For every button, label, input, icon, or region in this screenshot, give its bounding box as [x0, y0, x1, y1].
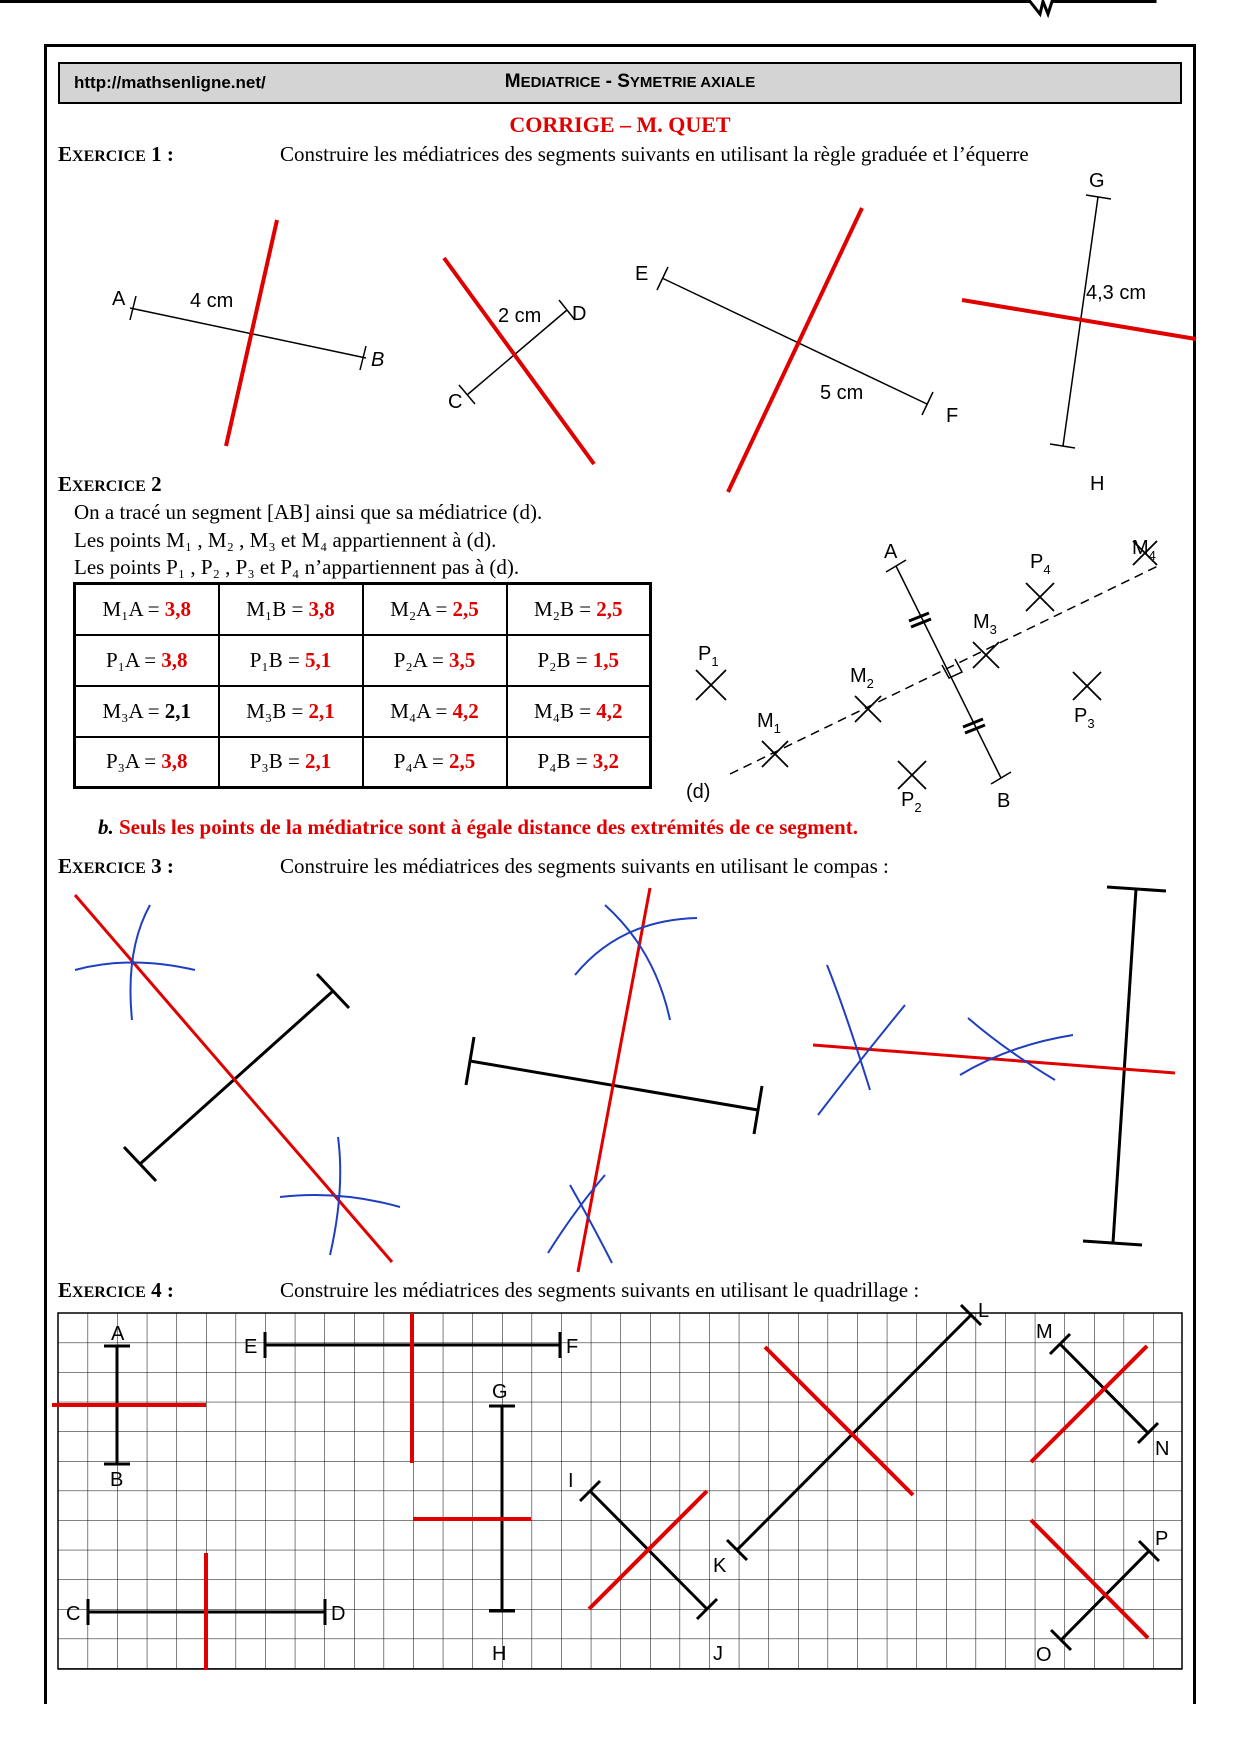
- label-b: B: [371, 349, 385, 371]
- grid-label-m: M: [1036, 1321, 1053, 1343]
- cell-label: P₃A =: [105, 749, 162, 774]
- cell-label: P₂B =: [537, 647, 593, 672]
- cell-label: P₃B =: [249, 749, 306, 774]
- square-grid: [58, 1313, 1182, 1669]
- cell-value: 2,5: [452, 596, 479, 621]
- grid-label-o: O: [1036, 1644, 1052, 1666]
- exercise-4-title: EXERCICE 4 :: [58, 1278, 174, 1302]
- cell-label: P₄B =: [537, 749, 593, 774]
- cell-label: M₄B =: [533, 698, 597, 723]
- label-ab-length: 4 cm: [190, 290, 234, 312]
- cell-value: 2,1: [164, 698, 192, 723]
- cell-label: P₁A =: [105, 647, 162, 672]
- grid-label-c: C: [66, 1603, 81, 1625]
- fig-label-a: A: [884, 541, 898, 563]
- exercise-2-intro-3: Les points P₁ , P₂ , P₃ et P₄ n’appartiennent pas à (d).: [74, 555, 520, 579]
- exercise-3-instruction: Construire les médiatrices des segments suivants en utilisant le compas :: [280, 854, 889, 878]
- label-p4: $P_4$: [1030, 551, 1051, 577]
- fig-label-b: B: [997, 790, 1011, 812]
- label-m4: $M_4$: [1132, 537, 1156, 563]
- grid-label-i: I: [568, 1470, 574, 1492]
- label-d: D: [572, 303, 587, 325]
- grid-label-l: L: [978, 1300, 990, 1322]
- exercise-4-instruction: Construire les médiatrices des segments suivants en utilisant le quadrillage :: [280, 1278, 920, 1302]
- cell-label: M₂B =: [533, 596, 597, 621]
- grid-label-k: K: [713, 1555, 727, 1577]
- label-e: E: [635, 263, 649, 285]
- cell-label: M₄A =: [390, 698, 453, 723]
- grid-label-p: P: [1155, 1528, 1169, 1550]
- exercise-3-title: EXERCICE 3 :: [58, 854, 174, 878]
- grid-label-a: A: [111, 1323, 125, 1345]
- grid-label-j: J: [713, 1643, 723, 1665]
- grid-label-g: G: [492, 1381, 508, 1403]
- cell-value: 2,5: [449, 749, 476, 774]
- cell-label: P₂A =: [393, 647, 450, 672]
- cell-value: 3,5: [449, 647, 476, 672]
- label-m3: $M_3$: [973, 611, 997, 637]
- label-c: C: [448, 391, 463, 413]
- cell-label: P₁B =: [249, 647, 306, 672]
- label-p1: $P_1$: [698, 643, 719, 669]
- label-ef-length: 5 cm: [820, 382, 864, 404]
- grid-label-b: B: [110, 1469, 124, 1491]
- cell-label: M₃B =: [246, 698, 309, 723]
- cell-label: P₄A =: [393, 749, 450, 774]
- exercise-2-conclusion: b. Seuls les points de la médiatrice sont à égale distance des extrémités de ce segment.: [98, 815, 858, 839]
- exercise-2-intro-2: Les points M₁ , M₂ , M₃ et M₄ appartiennent à (d).: [74, 528, 497, 552]
- label-g: G: [1089, 170, 1105, 192]
- cell-value: 3,8: [164, 596, 192, 621]
- cell-value: 3,8: [161, 749, 188, 774]
- label-m2: $M_2$: [850, 665, 874, 691]
- exercise-1-title: EXERCICE 1 :: [58, 142, 174, 166]
- label-f: F: [946, 405, 959, 427]
- label-p2: $P_2$: [901, 789, 922, 815]
- cell-value: 2,5: [596, 596, 623, 621]
- label-gh-length: 4,3 cm: [1086, 282, 1147, 304]
- exercise-2-title: EXERCICE 2: [58, 472, 162, 496]
- cell-value: 2,1: [308, 698, 335, 723]
- cell-value: 3,8: [161, 647, 188, 672]
- cell-value: 4,2: [596, 698, 623, 723]
- grid-label-n: N: [1155, 1438, 1170, 1460]
- cell-label: M₁B =: [246, 596, 309, 621]
- grid-label-f: F: [566, 1336, 579, 1358]
- label-a: A: [112, 288, 126, 310]
- grid-label-h: H: [492, 1643, 507, 1665]
- exercise-2-intro-1: On a tracé un segment [AB] ainsi que sa médiatrice (d).: [74, 500, 543, 524]
- label-cd-length: 2 cm: [498, 305, 542, 327]
- exercise-1-instruction: Construire les médiatrices des segments suivants en utilisant la règle graduée et l’équerre: [280, 142, 1029, 166]
- cell-value: 3,8: [308, 596, 335, 621]
- header-title: MEDIATRICE - SYMETRIE AXIALE: [504, 71, 756, 92]
- cell-value: 5,1: [305, 647, 332, 672]
- label-p3: $P_3$: [1074, 705, 1095, 731]
- header-url: http://mathsenligne.net/: [74, 73, 266, 92]
- cell-label: M₂A =: [390, 596, 453, 621]
- cell-value: 1,5: [592, 647, 620, 672]
- cell-value: 2,1: [305, 749, 332, 774]
- label-m1: $M_1$: [757, 710, 781, 736]
- cell-label: M₃A =: [102, 698, 165, 723]
- cell-value: 4,2: [452, 698, 479, 723]
- cell-value: 3,2: [592, 749, 620, 774]
- grid-label-e: E: [244, 1336, 258, 1358]
- grid-label-d: D: [331, 1603, 346, 1625]
- cell-label: M₁A =: [102, 596, 165, 621]
- corrige-title: CORRIGE – M. QUET: [509, 112, 731, 137]
- fig-label-d: (d): [686, 781, 711, 803]
- label-h: H: [1090, 473, 1105, 495]
